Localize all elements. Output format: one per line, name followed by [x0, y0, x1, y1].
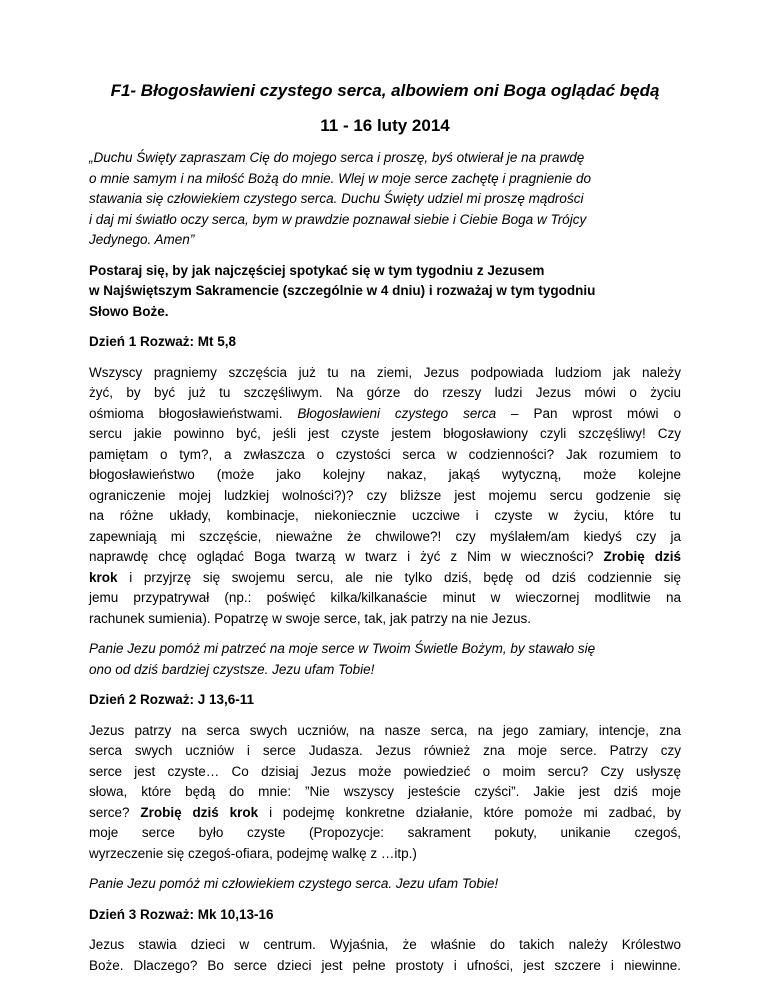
beatitude-quote: Błogosławieni czystego serca — [297, 405, 497, 421]
closing-line: Panie Jezu pomóż mi patrzeć na moje serce w Twoim Świetle Bożym, by stawało się — [89, 641, 596, 656]
text-line: wyrzeczenie się czegoś-ofiara, podejmę walkę z …itp.) — [89, 845, 417, 861]
step-emphasis: Zrobię dziś — [603, 549, 681, 564]
document-page — [89, 0, 681, 976]
instruction-line: w Najświętszym Sakramencie (szczególnie w 4 dniu) i rozważaj w tym tygodniu — [89, 283, 596, 298]
prayer-line: stawania się człowiekiem czystego serca. Duchu Święty udziel mi proszę mądrości — [89, 191, 584, 206]
day2-heading: Dzień 2 Rozważ: J 13,6-11 — [89, 692, 255, 707]
text-fragment: i przyjrzę się swojemu sercu, ale nie tylko dziś, będę od dziś codziennie się — [129, 569, 681, 585]
text-line: moje serce było czyste (Propozycje: sakrament pokuty, unikanie czegoś, — [89, 825, 681, 840]
text-fragment: i podejmę konkretne działanie, które pomoże mi zadbać, by — [269, 804, 681, 820]
document-title: F1- Błogosławieni czystego serca, albowiem oni Boga oglądać będą — [110, 81, 660, 100]
instruction-line: Postaraj się, by jak najczęściej spotykać się w tym tygodniu z Jezusem — [89, 262, 545, 278]
text-line: żyć, by być już tu szczęśliwym. Na górze do rzeszy ludzi Jezus mówi o życiu — [89, 385, 681, 400]
weekly-instruction — [89, 261, 681, 323]
text-line: słowa, które będą do mnie: ”Nie wszyscy jesteście czyści”. Jakie jest dziś moje — [89, 784, 681, 799]
text-line: pamiętam o tym?, a zwłaszcza o czystości serca w codzienności? Jak rozumiem to — [89, 446, 681, 462]
opening-prayer — [89, 148, 681, 251]
day1-closing-prayer — [89, 639, 681, 680]
step-emphasis: krok — [89, 569, 118, 585]
text-line: Boże. Dlaczego? Bo serce dzieci jest pełne prostoty i ufności, jest szczere i niewinne. — [89, 957, 681, 973]
text-fragment: – Pan wprost mówi o — [511, 405, 681, 421]
day2-closing-prayer: Panie Jezu pomóż mi człowiekiem czystego serca. Jezu ufam Tobie! — [89, 876, 499, 891]
day1-heading: Dzień 1 Rozważ: Mt 5,8 — [89, 334, 237, 349]
step-emphasis: Zrobię dziś krok — [140, 804, 259, 820]
text-line: serca swych uczniów i serce Judasza. Jezus również zna moje serce. Patrzy czy — [89, 743, 681, 758]
text-fragment: serce? — [89, 804, 130, 820]
text-line: Jezus stawia dzieci w centrum. Wyjaśnia, że właśnie do takich należy Królestwo — [89, 937, 681, 952]
text-line: rachunek sumienia). Popatrzę w swoje serce, tak, jak patrzy na nie Jezus. — [89, 610, 531, 626]
text-fragment: naprawdę chcę oglądać Boga twarzą w twarz i żyć z Nim w wieczności? — [89, 549, 594, 564]
text-line: sercu jakie powinno być, jeśli jest czyste jestem błogosławiony czyli szczęśliwy! Czy — [89, 426, 681, 441]
text-line — [89, 404, 681, 425]
text-line: Jezus patrzy na serca swych uczniów, na nasze serca, na jego zamiary, intencje, zna — [89, 722, 681, 738]
text-line: błogosławieństwo (może jako kolejny nakaz, jakąś wytyczną, może kolejne — [89, 467, 681, 482]
text-fragment: ośmioma błogosławieństwami. — [89, 405, 283, 421]
text-line — [89, 568, 681, 589]
text-line — [89, 547, 681, 568]
text-line: na różne układy, kombinacje, niekoniecznie uczciwe i czyste w życiu, które tu — [89, 508, 681, 523]
document-date: 11 - 16 luty 2014 — [320, 116, 450, 135]
prayer-line: i daj mi światło oczy serca, bym w prawdzie poznawał siebie i Ciebie Boga w Trójcy — [89, 211, 587, 227]
closing-line: ono od dziś bardziej czystsze. Jezu ufam Tobie! — [89, 661, 375, 677]
text-line — [89, 803, 681, 824]
prayer-line: Jedynego. Amen” — [89, 232, 195, 247]
day3-text — [89, 935, 681, 976]
day3-heading: Dzień 3 Rozważ: Mk 10,13-16 — [89, 906, 274, 922]
text-line: ograniczenie mojej ludzkiej wolności?)? czy bliższe jest mojemu sercu godzenie się — [89, 487, 681, 503]
prayer-line: o mnie samym i na miłość Bożą do mnie. Wlej w moje serce zachętę i pragnienie do — [89, 170, 591, 186]
prayer-line: „Duchu Święty zapraszam Cię do mojego serca i proszę, byś otwierał je na prawdę — [89, 150, 585, 165]
text-line: Wszyscy pragniemy szczęścia już tu na ziemi, Jezus podpowiada ludziom jak należy — [89, 364, 681, 380]
text-line: zapewniają mi szczęście, nieważne że chwilowe?! czy myślałem/am kiedyś czy ja — [89, 528, 681, 544]
day1-text — [89, 363, 681, 630]
instruction-line: Słowo Boże. — [89, 303, 169, 319]
text-line: serce jest czyste… Co dzisiaj Jezus może powiedzieć o moim sercu? Czy usłyszę — [89, 763, 681, 779]
text-line: jemu przypatrywał (np.: poświęć kilka/kilkanaście minut w wieczornej modlitwie na — [89, 590, 681, 605]
day2-text — [89, 721, 681, 865]
